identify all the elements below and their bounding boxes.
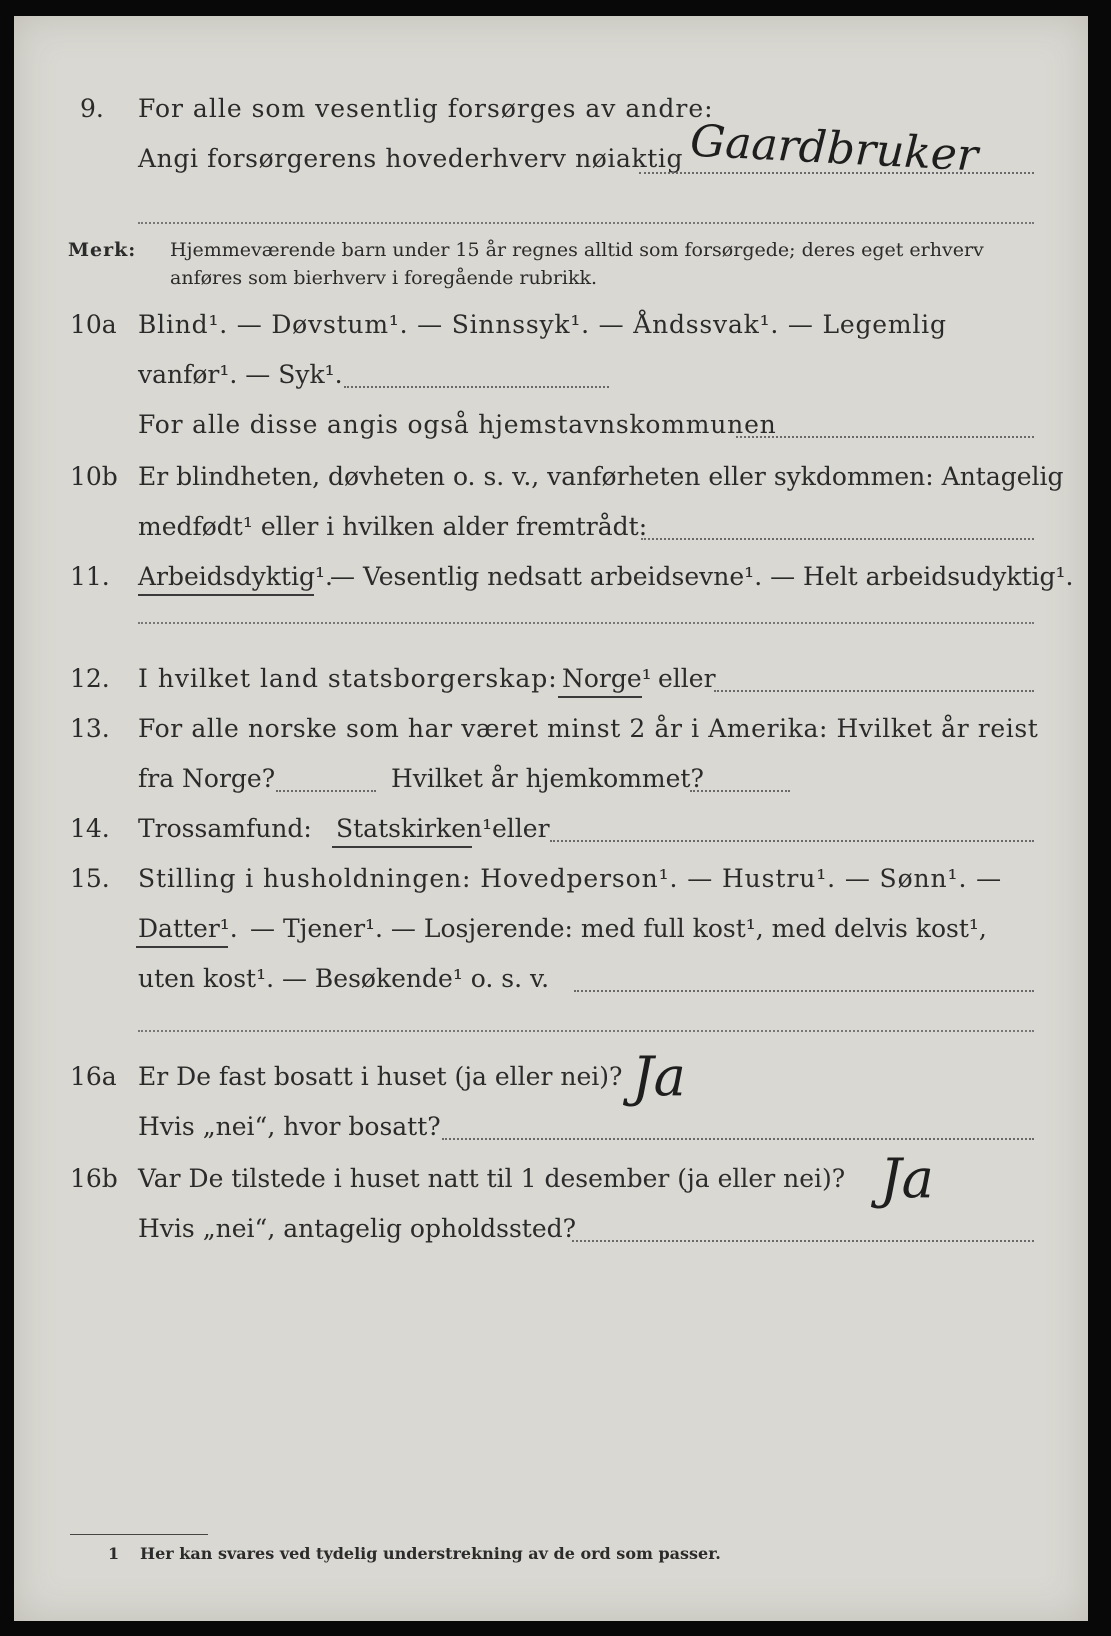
census-form-page bbox=[14, 16, 1088, 1621]
q9-handwritten-answer: Gaardbruker bbox=[688, 115, 980, 182]
merk-line1: Hjemmeværende barn under 15 år regnes alltid som forsørgede; deres eget erhverv bbox=[170, 239, 984, 261]
merk-label: Merk: bbox=[68, 239, 137, 261]
q16b-answer-line bbox=[572, 1240, 1034, 1242]
q13-hjemkommet-line bbox=[690, 790, 790, 792]
q10a-line1: Blind¹. — Døvstum¹. — Sinnssyk¹. — Åndssvak¹. — Legemlig bbox=[138, 310, 947, 339]
q10b-line2: medfødt¹ eller i hvilken alder fremtrådt: bbox=[138, 512, 648, 541]
q16b-number: 16b bbox=[70, 1164, 118, 1193]
q12-underline bbox=[558, 696, 642, 698]
q14-text: Trossamfund: bbox=[138, 814, 312, 843]
q10a-number: 10a bbox=[70, 310, 117, 339]
q14-answer-line bbox=[550, 840, 1034, 842]
q16a-answer-line bbox=[442, 1138, 1034, 1140]
q13-line2b: Hvilket år hjemkommet? bbox=[391, 764, 704, 793]
q11-number: 11. bbox=[70, 562, 110, 591]
q10b-answer-line bbox=[641, 538, 1034, 540]
q16b-line1: Var De tilstede i huset natt til 1 desember (ja eller nei)? bbox=[138, 1164, 846, 1193]
q13-line2a: fra Norge? bbox=[138, 764, 276, 793]
q16b-line2: Hvis „nei“, antagelig opholdssted? bbox=[138, 1214, 577, 1243]
q12-option-norge: Norge¹ bbox=[562, 664, 652, 693]
q11-blank-line bbox=[138, 622, 1034, 624]
q13-line1: For alle norske som har været minst 2 år i Amerika: Hvilket år reist bbox=[138, 714, 1039, 743]
q15-answer-line bbox=[574, 990, 1034, 992]
q13-number: 13. bbox=[70, 714, 110, 743]
merk-line2: anføres som bierhverv i foregående rubrikk. bbox=[170, 267, 598, 289]
q15-underline bbox=[136, 946, 228, 948]
q15-line3: uten kost¹. — Besøkende¹ o. s. v. bbox=[138, 964, 550, 993]
q9-blank-line bbox=[138, 222, 1034, 224]
q15-line2-rest: — Tjener¹. — Losjerende: med full kost¹, med delvis kost¹, bbox=[250, 914, 987, 943]
footnote-mark: 1 bbox=[108, 1544, 120, 1563]
q12-tail: eller bbox=[658, 664, 716, 693]
q11-underline bbox=[138, 594, 314, 596]
q12-text: I hvilket land statsborgerskap: bbox=[138, 664, 558, 693]
q9-number: 9. bbox=[80, 94, 104, 123]
footnote-rule bbox=[70, 1534, 208, 1535]
q10a-kommune-line bbox=[736, 436, 1034, 438]
q14-number: 14. bbox=[70, 814, 110, 843]
q16a-number: 16a bbox=[70, 1062, 117, 1091]
q16a-handwritten-answer: Ja bbox=[632, 1045, 686, 1108]
q16a-line2: Hvis „nei“, hvor bosatt? bbox=[138, 1112, 441, 1141]
q11-rest: — Vesentlig nedsatt arbeidsevne¹. — Helt arbeidsudyktig¹. bbox=[330, 562, 1074, 591]
q15-number: 15. bbox=[70, 864, 110, 893]
q14-option-statskirken: Statskirken¹ bbox=[336, 814, 493, 843]
q14-tail: eller bbox=[492, 814, 550, 843]
q12-number: 12. bbox=[70, 664, 110, 693]
q16a-line1: Er De fast bosatt i huset (ja eller nei)? bbox=[138, 1062, 623, 1091]
q9-line1: For alle som vesentlig forsørges av andre: bbox=[138, 94, 714, 123]
q10b-line1: Er blindheten, døvheten o. s. v., vanførheten eller sykdommen: Antagelig bbox=[138, 462, 1064, 491]
q15-blank-line bbox=[138, 1030, 1034, 1032]
q16b-handwritten-answer: Ja bbox=[880, 1147, 934, 1210]
q15-line1: Stilling i husholdningen: Hovedperson¹. — Hustru¹. — Sønn¹. — bbox=[138, 864, 1003, 893]
q11-option-arbeidsdyktig: Arbeidsdyktig¹. bbox=[138, 562, 333, 591]
q10b-number: 10b bbox=[70, 462, 118, 491]
q10a-line3: For alle disse angis også hjemstavnskommunen bbox=[138, 410, 777, 439]
q15-option-datter: Datter¹. bbox=[138, 914, 238, 943]
q9-line2: Angi forsørgerens hovederhverv nøiaktig bbox=[138, 144, 684, 173]
footnote-text: Her kan svares ved tydelig understrekning av de ord som passer. bbox=[140, 1544, 721, 1563]
q12-answer-line bbox=[714, 690, 1034, 692]
q13-reist-line bbox=[276, 790, 376, 792]
q10a-syk-line bbox=[344, 386, 609, 388]
q14-underline bbox=[332, 846, 472, 848]
q10a-line2: vanfør¹. — Syk¹. bbox=[138, 360, 343, 389]
